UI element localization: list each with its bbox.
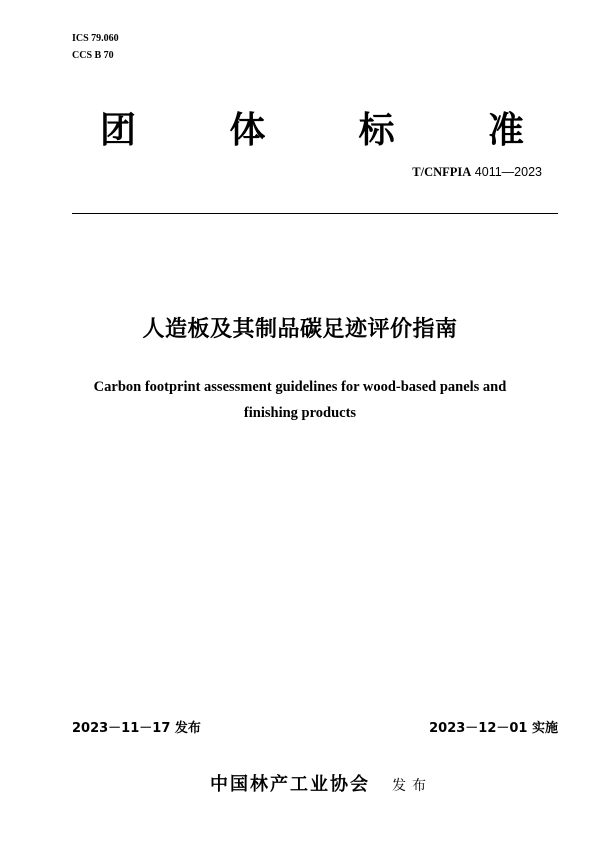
standard-type-char: 准 <box>487 110 524 151</box>
ccs-code: CCS B 70 <box>72 50 114 61</box>
standard-type-char: 体 <box>229 110 266 151</box>
standard-type-heading <box>100 108 524 154</box>
english-title-line-2: finishing products <box>243 405 357 421</box>
english-title-line-1: Carbon footprint assessment guidelines for wood-based panels and <box>93 379 507 395</box>
document-title-chinese: 人造板及其制品碳足迹评价指南 <box>142 317 458 342</box>
publisher-organization: 中国林产工业协会 <box>210 774 370 795</box>
publisher-action: 发布 <box>392 778 432 794</box>
classification-codes <box>72 30 119 64</box>
ics-code: ICS 79.060 <box>72 33 119 44</box>
standard-type-char: 标 <box>358 110 395 151</box>
publisher-line <box>210 770 432 796</box>
header-divider <box>72 213 558 214</box>
issue-date: 2023－11－17 发布 <box>72 721 201 736</box>
standard-number <box>412 164 542 180</box>
document-title-english <box>0 374 600 426</box>
standard-type-char: 团 <box>100 110 137 151</box>
standard-number-suffix: 4011—2023 <box>471 165 542 179</box>
standard-number-prefix: T/CNFPIA <box>412 165 472 179</box>
implementation-date: 2023－12－01 实施 <box>429 721 558 736</box>
